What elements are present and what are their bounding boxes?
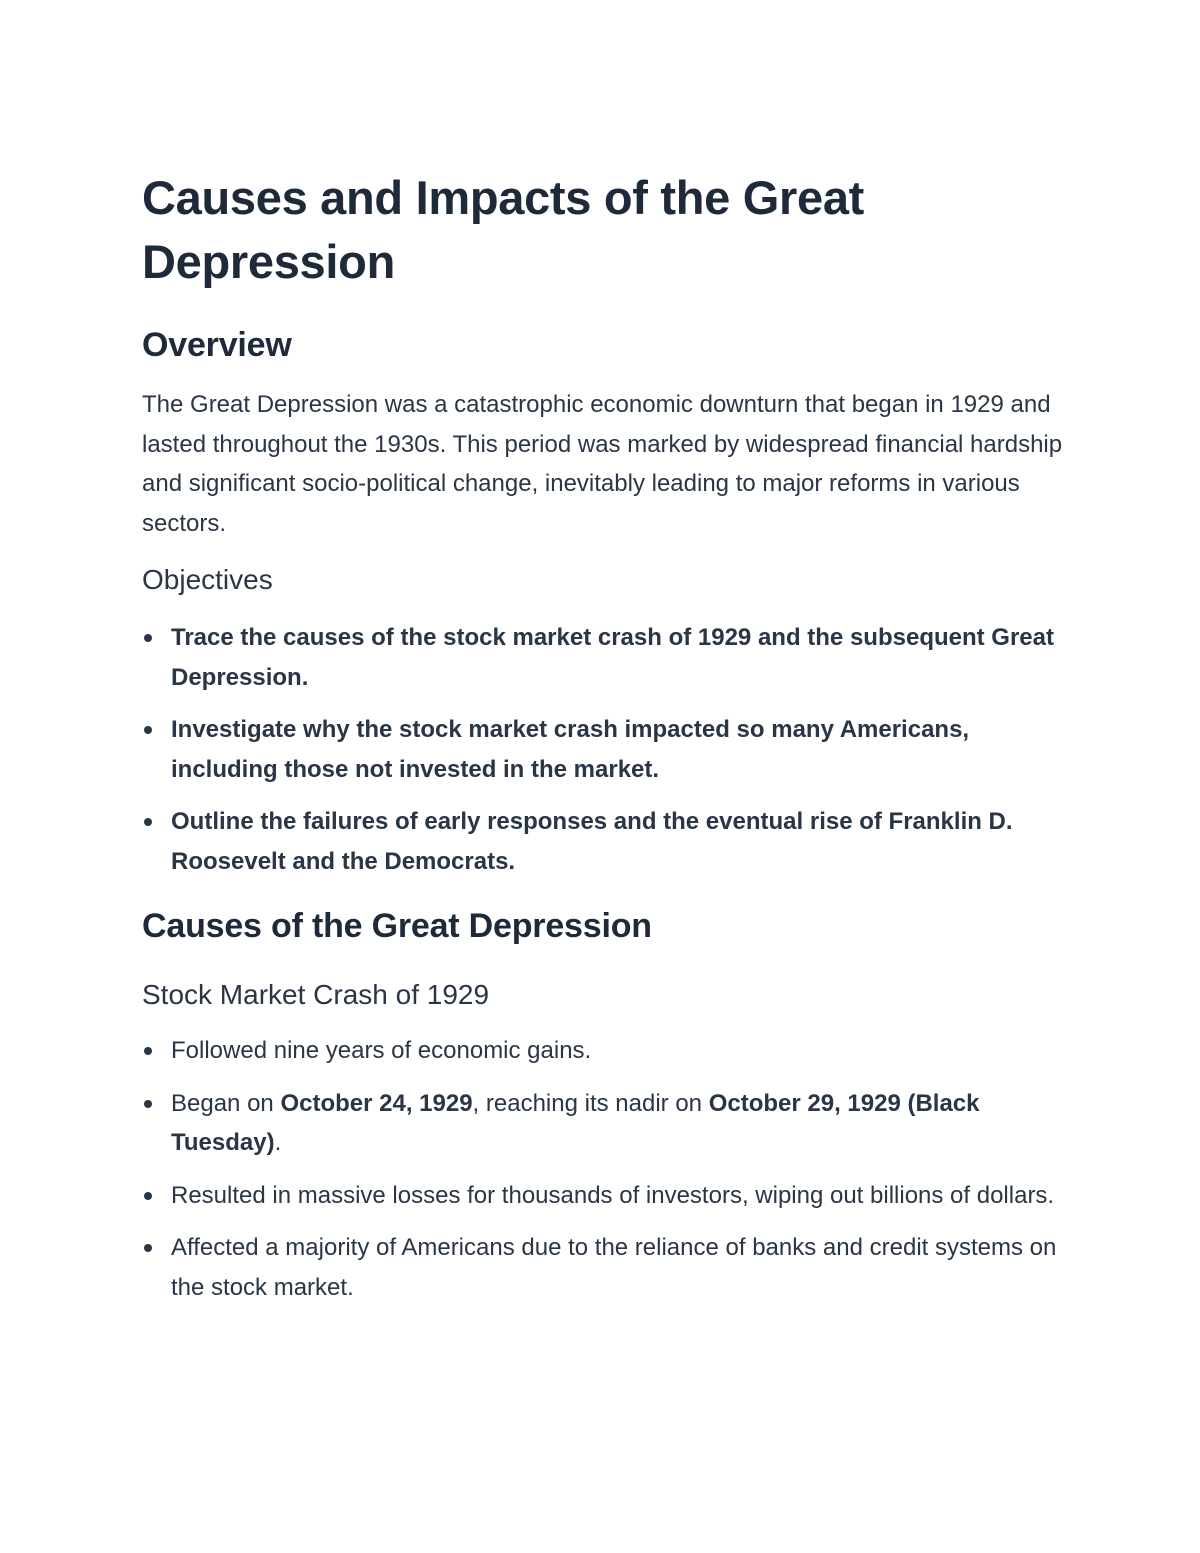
crash-point-text: Followed nine years of economic gains.	[171, 1037, 592, 1064]
bullet-icon	[144, 818, 152, 826]
bullet-icon	[144, 1244, 152, 1252]
objectives-list	[142, 618, 1072, 881]
objective-text: Outline the failures of early responses and the eventual rise of Franklin D. Roosevelt and the Democrats.	[171, 808, 1013, 875]
list-item	[142, 1031, 1072, 1071]
stock-market-crash-heading: Stock Market Crash of 1929	[142, 979, 490, 1010]
bullet-icon	[144, 634, 152, 642]
document-title: Causes and Impacts of the Great Depression	[142, 171, 865, 288]
list-item	[142, 1084, 1072, 1163]
list-item	[142, 1228, 1072, 1307]
black-tuesday-date: October 29, 1929 (Black Tuesday)	[171, 1089, 980, 1156]
causes-heading: Causes of the Great Depression	[142, 907, 652, 945]
objective-text: Trace the causes of the stock market crash of 1929 and the subsequent Great Depression.	[171, 624, 1054, 691]
crash-point-text-part: Began on	[171, 1089, 281, 1117]
overview-paragraph: The Great Depression was a catastrophic economic downturn that began in 1929 and lasted throughout the 1930s. This period was marked by widespread financial hardship and significant socio-political change, inevitably leading to major reforms in various sectors.	[142, 391, 1063, 537]
objectives-heading: Objectives	[142, 564, 273, 595]
crash-start-date: October 24, 1929	[280, 1089, 473, 1117]
crash-point-text: Resulted in massive losses for thousands of investors, wiping out billions of dollars.	[171, 1181, 1055, 1209]
document-page	[142, 166, 1072, 1307]
objective-text: Investigate why the stock market crash impacted so many Americans, including those not invested in the market.	[171, 716, 970, 783]
bullet-icon	[144, 1100, 152, 1108]
list-item	[142, 618, 1072, 697]
list-item	[142, 1176, 1072, 1216]
list-item	[142, 710, 1072, 789]
stock-market-crash-list	[142, 1031, 1072, 1307]
overview-heading: Overview	[142, 326, 292, 364]
list-item	[142, 802, 1072, 881]
bullet-icon	[144, 726, 152, 734]
bullet-icon	[144, 1047, 152, 1055]
bullet-icon	[144, 1192, 152, 1200]
crash-point-text-part: , reaching its nadir on	[472, 1089, 709, 1117]
crash-point-text: Affected a majority of Americans due to the reliance of banks and credit systems on the stock market.	[171, 1234, 1057, 1301]
crash-point-text-part: .	[274, 1129, 282, 1156]
